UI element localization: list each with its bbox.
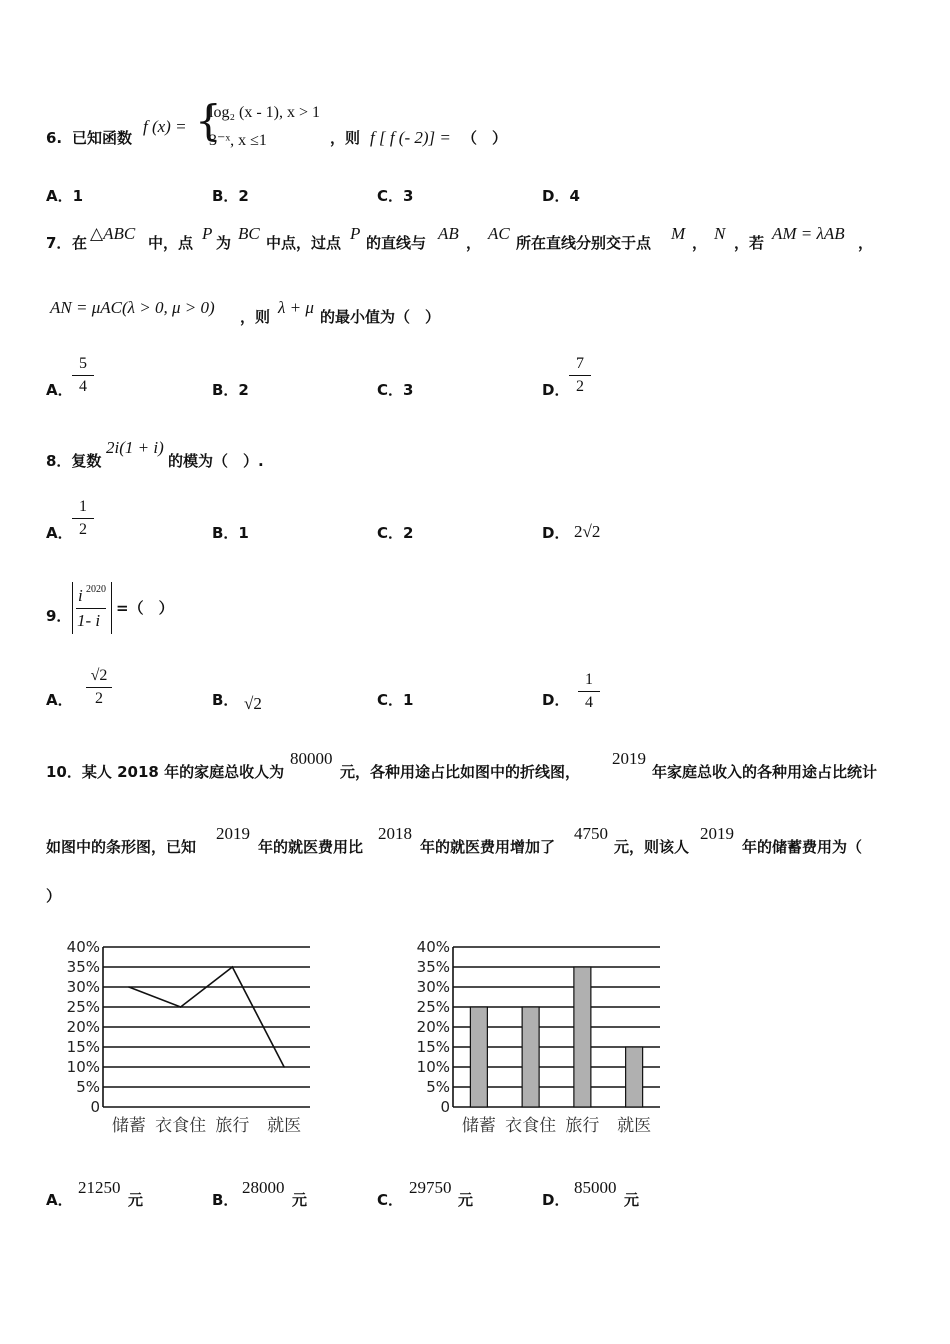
q9-option-d-fraction [578, 671, 600, 712]
q7-comma-1: ， [466, 234, 482, 252]
q6-case1: log₂ (x - 1), x > 1 [209, 104, 321, 121]
q10-line2-a: 如图中的条形图，已知 [46, 838, 197, 856]
q7-option-a-fraction [72, 355, 94, 396]
q7-option-d-fraction [569, 355, 591, 396]
bar [574, 967, 591, 1107]
y-tick-label: 10% [416, 1058, 450, 1076]
q8-tail: 的模为（ ）. [168, 452, 264, 470]
q9-option-b-value: √2 [244, 694, 262, 713]
x-category-label: 储蓄 [461, 1116, 496, 1136]
q7-option-a-numerator: 5 [79, 355, 87, 372]
y-tick-label: 20% [66, 1018, 100, 1036]
y-tick-label: 5% [76, 1078, 100, 1096]
q8-option-b: B．1 [212, 524, 249, 542]
q7-option-a-label: A． [46, 381, 73, 399]
q8-option-d-label: D． [542, 524, 570, 542]
y-tick-label: 15% [66, 1038, 100, 1056]
q9-option-b-label: B． [212, 691, 239, 709]
q10-line1-a: 10．某人 2018 年的家庭总收人为 [46, 763, 285, 781]
q7-point-n: N [714, 224, 726, 243]
y-tick-label: 25% [416, 998, 450, 1016]
q7-comma-2: ， [692, 234, 708, 252]
line-chart [55, 935, 325, 1145]
x-category-label: 衣食住 [155, 1116, 207, 1136]
q10-line1-b: 元，各种用途占比如图中的折线图， [340, 763, 581, 781]
q7-ab: AB [438, 224, 459, 243]
y-tick-label: 30% [416, 978, 450, 996]
q7-text-9: 的最小值为（ ） [320, 308, 441, 326]
series-line [129, 967, 284, 1067]
y-tick-label: 5% [426, 1078, 450, 1096]
data-point [232, 966, 234, 968]
q8-option-c: C．2 [377, 524, 414, 542]
q10-option-c-value: 29750 [409, 1178, 452, 1197]
q7-text-5: 的直线与 [366, 234, 427, 252]
data-point [128, 986, 130, 988]
y-tick-label: 25% [66, 998, 100, 1016]
q7-point-p: P [202, 224, 213, 243]
q6-option-a: A．1 [46, 187, 84, 205]
q9-denominator: 1- i [77, 611, 101, 630]
y-tick-label: 20% [416, 1018, 450, 1036]
y-tick-label: 35% [66, 958, 100, 976]
q9-option-c: C．1 [377, 691, 414, 709]
q6-brace: { [195, 96, 222, 145]
bar [470, 1007, 487, 1107]
q7-comma-3: ， [858, 234, 874, 252]
y-tick-label: 0 [440, 1098, 450, 1116]
q7-number: 7． [46, 234, 72, 252]
q10-line3: ） [46, 887, 62, 905]
data-point [180, 1006, 182, 1008]
q9-equals: =（ ） [116, 599, 174, 617]
q6-paren: （ ） [462, 129, 508, 147]
q9-number: 9． [46, 607, 72, 625]
q7-text-2: 中，点 [148, 234, 194, 252]
q6-option-d: D．4 [542, 187, 580, 205]
q10-option-d-label: D． [542, 1191, 570, 1209]
q10-option-d-value: 85000 [574, 1178, 617, 1197]
bar [522, 1007, 539, 1107]
q10-year-2019-b: 2019 [216, 824, 250, 843]
y-tick-label: 40% [66, 938, 100, 956]
q9-option-a-numerator: √2 [90, 667, 108, 684]
q7-text-4: 中点，过点 [266, 234, 342, 252]
q9-numerator: i [78, 586, 83, 605]
q6-case2: 3⁻ˣ, x ≤1 [209, 132, 267, 149]
q7-option-d-label: D． [542, 381, 570, 399]
q10-option-b-label: B． [212, 1191, 239, 1209]
q7-option-d-numerator: 7 [576, 355, 584, 372]
q10-line2-c: 年的就医费用增加了 [420, 838, 556, 856]
q8-lead: 8．复数 [46, 452, 102, 470]
q7-option-c: C．3 [377, 381, 414, 399]
q10-option-d-unit: 元 [624, 1191, 640, 1209]
q9-option-d-label: D． [542, 691, 570, 709]
q10-year-2019-c: 2019 [700, 824, 734, 843]
q10-option-a-value: 21250 [78, 1178, 121, 1197]
q8-option-a-numerator: 1 [79, 498, 87, 515]
q7-point-p-2: P [350, 224, 361, 243]
q7-point-m: M [671, 224, 686, 243]
q7-triangle-abc: △ABC [90, 224, 136, 243]
x-category-label: 旅行 [215, 1116, 250, 1136]
y-tick-label: 30% [66, 978, 100, 996]
q8-option-a-fraction [72, 498, 94, 539]
x-category-label: 衣食住 [505, 1116, 557, 1136]
y-tick-label: 40% [416, 938, 450, 956]
q8-option-a-label: A． [46, 524, 73, 542]
q7-bc: BC [238, 224, 260, 243]
q6-then: ，则 [330, 129, 361, 147]
y-tick-label: 0 [90, 1098, 100, 1116]
q10-year-2018: 2018 [378, 824, 412, 843]
q9-option-d-numerator: 1 [585, 671, 593, 688]
q7-text-3: 为 [216, 234, 232, 252]
x-category-label: 就医 [617, 1116, 652, 1136]
q10-year-2019-a: 2019 [612, 749, 646, 768]
q10-option-b-unit: 元 [292, 1191, 308, 1209]
y-tick-label: 35% [416, 958, 450, 976]
q10-option-c-unit: 元 [458, 1191, 474, 1209]
q6-option-b: B．2 [212, 187, 249, 205]
bar-chart [405, 935, 675, 1145]
q9-option-a-label: A． [46, 691, 73, 709]
q10-income-value: 80000 [290, 749, 333, 768]
q7-text-8: ，则 [240, 308, 271, 326]
q7-an-equation: AN = μAC(λ > 0, μ > 0) [50, 298, 215, 317]
y-tick-label: 15% [416, 1038, 450, 1056]
q6-option-c: C．3 [377, 187, 414, 205]
q7-option-a-denominator: 4 [79, 378, 87, 395]
x-category-label: 旅行 [565, 1116, 600, 1136]
q7-lambda-plus-mu: λ + μ [278, 298, 314, 317]
q9-option-a-denominator: 2 [95, 690, 103, 707]
q10-line2-e: 年的储蓄费用为（ [742, 838, 863, 856]
q7-text-1: 在 [72, 234, 88, 252]
y-tick-label: 10% [66, 1058, 100, 1076]
q10-increase-value: 4750 [574, 824, 608, 843]
q7-option-b: B．2 [212, 381, 249, 399]
q9-option-a-fraction [86, 667, 112, 708]
q10-option-a-label: A． [46, 1191, 73, 1209]
q10-option-c-label: C． [377, 1191, 404, 1209]
q7-am-equation: AM = λAB [772, 224, 845, 243]
q6-expr: f [ f (- 2)] = [370, 128, 451, 147]
q7-option-d-denominator: 2 [576, 378, 584, 395]
q6-fx: f (x) = [143, 117, 187, 136]
q6-number: 6. [46, 129, 63, 147]
x-category-label: 就医 [267, 1116, 302, 1136]
q6-lead: 已知函数 [72, 129, 133, 147]
q9-fraction-bar [76, 608, 106, 609]
x-category-label: 储蓄 [111, 1116, 146, 1136]
q9-option-d-denominator: 4 [585, 694, 593, 711]
q10-line1-c: 年家庭总收入的各种用途占比统计 [652, 763, 878, 781]
q10-line2-b: 年的就医费用比 [258, 838, 364, 856]
q8-option-a-denominator: 2 [79, 521, 87, 538]
q7-text-6: 所在直线分别交于点 [516, 234, 652, 252]
q8-option-d-value: 2√2 [574, 522, 601, 541]
q10-line2-d: 元，则该人 [614, 838, 690, 856]
bar [626, 1047, 643, 1107]
q7-text-7: ，若 [734, 234, 765, 252]
data-point [283, 1066, 285, 1068]
q9-exponent: 2020 [86, 584, 106, 595]
q7-ac: AC [488, 224, 510, 243]
q10-option-a-unit: 元 [128, 1191, 144, 1209]
q8-expression: 2i(1 + i) [106, 438, 164, 457]
q10-option-b-value: 28000 [242, 1178, 285, 1197]
